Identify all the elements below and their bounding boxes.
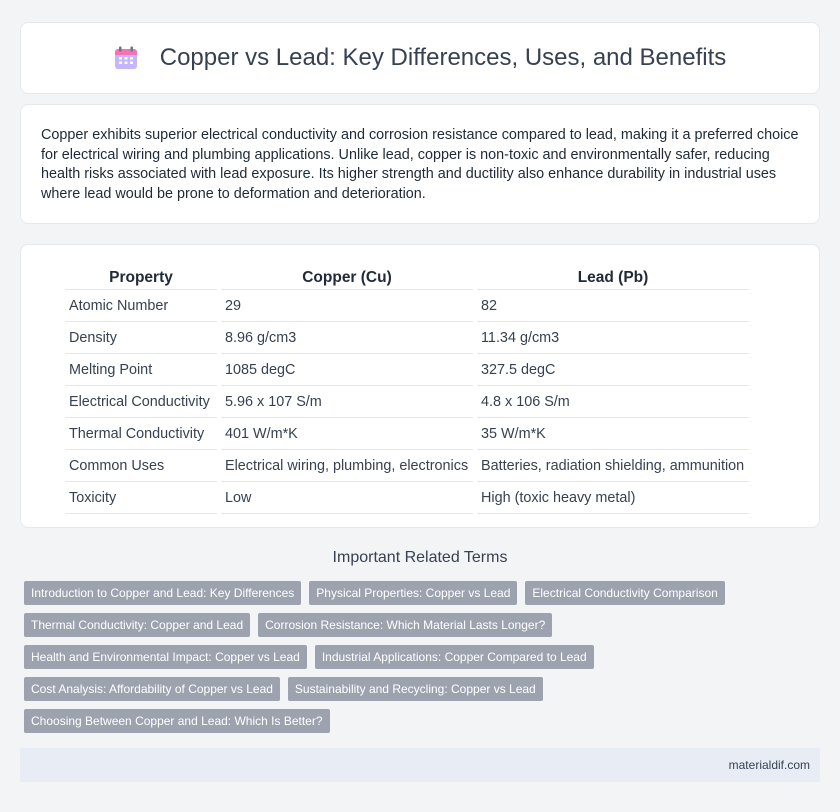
related-term-tag[interactable]: Thermal Conductivity: Copper and Lead	[24, 613, 250, 637]
cell-property: Electrical Conductivity	[65, 388, 217, 418]
header-card	[20, 22, 820, 94]
related-term-tag[interactable]: Physical Properties: Copper vs Lead	[309, 581, 517, 605]
table-row	[65, 388, 749, 418]
cell-property: Common Uses	[65, 452, 217, 482]
cell-lead: High (toxic heavy metal)	[477, 484, 749, 514]
cell-copper: 401 W/m*K	[221, 420, 473, 450]
table-row	[65, 324, 749, 354]
related-terms-title: Important Related Terms	[332, 549, 508, 566]
related-term-tag[interactable]: Sustainability and Recycling: Copper vs Lead	[288, 677, 543, 701]
table-header-row	[65, 265, 749, 290]
footer	[20, 748, 820, 782]
comparison-table-card	[20, 244, 820, 528]
cell-lead: 11.34 g/cm3	[477, 324, 749, 354]
related-term-tag[interactable]: Choosing Between Copper and Lead: Which Is Better?	[24, 709, 330, 733]
title-wrap	[114, 44, 727, 72]
intro-paragraph: Copper exhibits superior electrical conductivity and corrosion resistance compared to lead, making it a preferred choice for electrical wiring and plumbing applications. Unlike lead, copper is non-toxic and environmentally safer, reducing health risks associated with lead exposure. Its higher strength and ductility also enhance durability in industrial uses where lead would be prone to deformation and deterioration.	[41, 127, 799, 202]
cell-lead: Batteries, radiation shielding, ammunition	[477, 452, 749, 482]
table-row	[65, 452, 749, 482]
cell-property: Melting Point	[65, 356, 217, 386]
table-row	[65, 484, 749, 514]
cell-copper: 1085 degC	[221, 356, 473, 386]
table-row	[65, 420, 749, 450]
page-title: Copper vs Lead: Key Differences, Uses, and Benefits	[159, 44, 727, 71]
cell-copper: 5.96 x 107 S/m	[221, 388, 473, 418]
footer-site-link[interactable]: materialdif.com	[728, 758, 810, 772]
comparison-table	[61, 263, 753, 516]
cell-property: Thermal Conductivity	[65, 420, 217, 450]
header-lead: Lead (Pb)	[477, 265, 749, 290]
related-terms-list	[24, 581, 804, 733]
related-term-tag[interactable]: Corrosion Resistance: Which Material Lasts Longer?	[258, 613, 552, 637]
header-copper: Copper (Cu)	[221, 265, 473, 290]
related-term-tag[interactable]: Cost Analysis: Affordability of Copper vs Lead	[24, 677, 280, 701]
related-term-tag[interactable]: Introduction to Copper and Lead: Key Differences	[24, 581, 301, 605]
cell-copper: 29	[221, 292, 473, 322]
table-row	[65, 356, 749, 386]
cell-property: Density	[65, 324, 217, 354]
related-term-tag[interactable]: Industrial Applications: Copper Compared to Lead	[315, 645, 594, 669]
cell-lead: 82	[477, 292, 749, 322]
cell-lead: 327.5 degC	[477, 356, 749, 386]
related-term-tag[interactable]: Health and Environmental Impact: Copper vs Lead	[24, 645, 307, 669]
cell-lead: 35 W/m*K	[477, 420, 749, 450]
related-term-tag[interactable]: Electrical Conductivity Comparison	[525, 581, 724, 605]
cell-property: Atomic Number	[65, 292, 217, 322]
cell-property: Toxicity	[65, 484, 217, 514]
header-property: Property	[65, 265, 217, 290]
cell-copper: 8.96 g/cm3	[221, 324, 473, 354]
intro-card	[20, 104, 820, 224]
cell-copper: Electrical wiring, plumbing, electronics	[221, 452, 473, 482]
cell-copper: Low	[221, 484, 473, 514]
cell-lead: 4.8 x 106 S/m	[477, 388, 749, 418]
calendar-icon	[114, 46, 138, 70]
table-row	[65, 292, 749, 322]
